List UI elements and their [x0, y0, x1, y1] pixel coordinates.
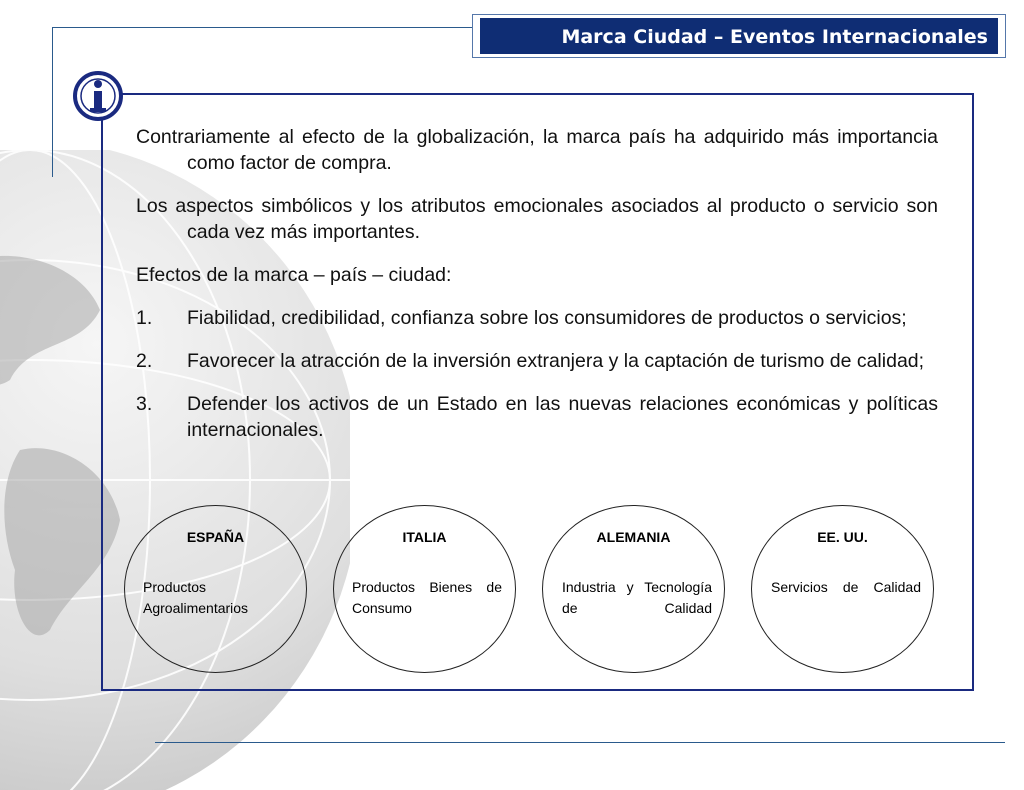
- list-text: Defender los activos de un Estado en las nuevas relaciones económicas y políticas internacionales.: [187, 393, 938, 441]
- info-icon: [72, 70, 124, 122]
- list-item: [136, 305, 938, 331]
- page-title: Marca Ciudad – Eventos Internacionales: [480, 18, 998, 54]
- country-name: ITALIA: [402, 529, 447, 545]
- top-rule: [52, 27, 472, 28]
- list-item: [136, 391, 938, 443]
- country-description: Industria y Tecnología de Calidad: [562, 579, 712, 616]
- list-number: 1.: [136, 307, 153, 329]
- paragraph: Contrariamente al efecto de la globalización, la marca país ha adquirido más importancia como factor de compra.: [136, 126, 938, 174]
- country-name: EE. UU.: [817, 529, 868, 545]
- country-name: ALEMANIA: [596, 529, 671, 545]
- bottom-rule: [155, 742, 1005, 743]
- list-text: Fiabilidad, credibilidad, confianza sobre los consumidores de productos o servicios;: [187, 307, 907, 329]
- country-name: ESPAÑA: [186, 529, 245, 545]
- country-description: Productos Bienes de Consumo: [352, 579, 502, 616]
- list-number: 2.: [136, 350, 153, 372]
- paragraph: Efectos de la marca – país – ciudad:: [136, 264, 452, 286]
- left-rule: [52, 27, 53, 177]
- country-description: Productos Agroalimentarios: [143, 579, 249, 616]
- country-description: Servicios de Calidad: [771, 579, 921, 595]
- list-text: Favorecer la atracción de la inversión extranjera y la captación de turismo de calidad;: [187, 350, 925, 372]
- body-text: [136, 124, 938, 460]
- list-item: [136, 348, 938, 374]
- paragraph: Los aspectos simbólicos y los atributos emocionales asociados al producto o servicio son cada vez más importantes.: [136, 195, 938, 243]
- list-number: 3.: [136, 393, 153, 415]
